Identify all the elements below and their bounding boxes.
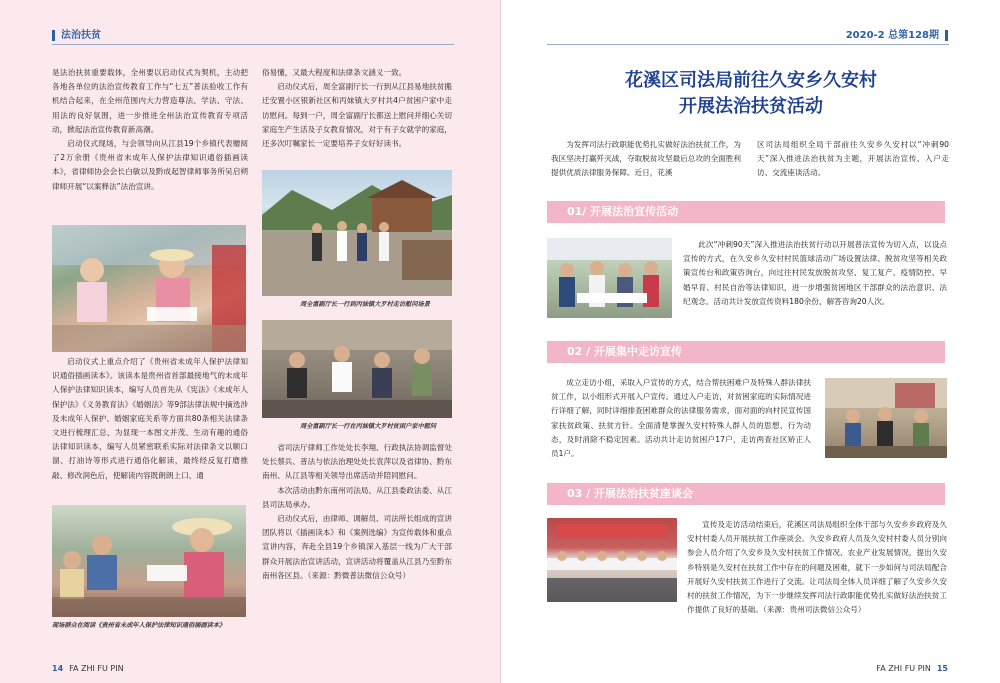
section-heading-band [547,201,945,223]
page-footer [52,664,124,673]
intro-column-2: 区司法局组织全局干部前往久安乡久安村以“冲刺90天”深入推进法治扶贫为主题，开展法治宣传、入户走访、交流座谈活动。 [757,140,949,178]
section-heading: 03 / 开展法治扶贫座谈会 [567,487,693,500]
issue-header: 2020-2 总第128期 [846,30,948,41]
photo-home-visit [825,378,947,458]
footer-label: FA ZHI FU PIN [876,664,931,673]
paragraph: 本次活动由黔东南州司法局、从江县委政法委、从江县司法局承办。 [262,485,452,509]
left-column-1b [52,355,248,483]
photo-illustration [52,225,246,352]
section-text: 宣传及走访活动结束后，花溪区司法局组织全体干部与久安乡乡政府及久安村村委人员开展扶贫工作座谈会。久安乡政府人员及久安村村委人员分别向参会人员介绍了久安乡及久安村扶贫工作情况、农业产业发展情况，提出久安乡特别是久安村在扶贫工作中存在的问题及困难，就下一步如何与司法局配合开展好久安村扶贫工作进行了交流。让司法局全体人员详细了解了久安乡久安村的扶贫工作情况，为下一步继续发挥司法行政职能优势扎实做好法治扶贫工作提供了良好的基础。（来源：贵州司法微信公众号） [687,520,947,615]
photo-caption: 周全富副厅长一行到丙妹镇大歹村走访慰问场景 [300,301,430,308]
footer-label: FA ZHI FU PIN [69,664,124,673]
paragraph: 启动仪式后，由律师、调解员、司法所长组成的宣讲团队将以《插画读本》和《案例选编》为宣传载体和重点宣讲内容，奔赴全县19个乡镇深入基层一线为广大干部群众开展法治宣讲活动，宣讲活动将覆盖从江县乃至黔东南州各区县。（来源：黔微普法微信公众号） [262,514,452,580]
photo-illustration [262,170,452,296]
header-rule [52,44,454,45]
page-number: 15 [936,664,948,673]
photo-household-visit [262,320,452,418]
header-rule [547,44,949,45]
paragraph: 启动仪式后，周全富副厅长一行到从江县易地扶贫搬迁安置小区银新社区和丙妹镇大歹村共4户贫困户家中走访慰问。每到一户，周全富副厅长都送上慰问并细心关切家庭生产生活及子女教育情况，对于有子女就学的家庭，还多次叮嘱家长一定要培养子女好好读书。 [262,82,452,149]
left-column-1 [52,66,248,194]
photo-illustration [547,518,677,602]
paragraph: 启动仪式上重点介绍了《贵州省未成年人保护法律知识通俗插画读本》。该读本是贵州省首部最接地气的未成年人保护法律知识读本，编写人员首先从《宪法》《未成年人保护法》《义务教育法》《婚姻法》等9部法律法规中摘选涉及未成年人保护、婚姻家庭关系等方面共80条相关法律条文进行梳理汇总，为显现一本图文并茂、生动有趣的通俗法律知识读本，编写人员紧密联系实际对法律条文以顺口溜、打油诗等形式进行通俗化解读，最终经反复打磨推敲、修改润色后，使解读内容既朗朗上口、通 [52,357,248,480]
section-heading: 02 / 开展集中走访宣传 [567,345,682,358]
photo-legal-publicity [547,238,672,318]
section-heading: 01/ 开展法治宣传活动 [567,205,679,218]
photo-seminar [547,518,677,602]
page-number: 14 [52,664,64,673]
section-text: 此次“冲刺90天”深入推进法治扶贫行动以开展普法宣传为切入点，以设点宣传的方式，在久安乡久安村村民篮球活动广场设置法律、脱贫攻坚等相关政策宣传台和政策咨询台，向过往村民发放脱贫攻坚、复工复产、疫情防控、早婚早育、村民自治等法律知识，进一步增强贫困地区干部群众的法治意识、法纪观念。活动共计发放宣传资料180余份，解答咨询20人次。 [683,240,947,306]
page-footer [876,664,948,673]
photo-village-visit [262,170,452,296]
intro-column-1: 为发挥司法行政职能优势扎实做好法治扶贫工作，为我区坚决打赢歼灭战，夺取脱贫攻坚最后总攻的全面胜利提供优质法律服务保障。近日，花溪 [551,140,741,178]
article-title: 花溪区司法局前往久安乡久安村 [625,70,877,91]
photo-illustration [825,378,947,458]
paragraph: 俗易懂，又最大程度和法律条文涵义一致。 [262,68,407,77]
photo-crowd-reading [52,505,246,617]
left-column-2b [262,441,452,583]
photo-children-reading [52,225,246,352]
paragraph: 省司法厅律师工作处处长李翔、行政执法协调监督处处长蔡兵、普法与依法治理处处长袁萍以及省律协、黔东南州、从江县等相关领导出席活动并陪同慰问。 [262,443,452,481]
right-page [500,0,1000,683]
paragraph: 是法治扶贫重要载体，全州要以启动仪式为契机，主动把各地各单位的法治宣传教育工作与“七五”普法验收工作有机结合起来，在全州范围内大力营造尊法、学法、守法、用法的良好氛围，进一步推进全州法治宣传教育专项活动，掀起法治宣传教育新高潮。 [52,68,248,134]
photo-illustration [52,505,246,617]
photo-caption: 现场群众在阅读《贵州省未成年人保护法律知识通俗插画读本》 [52,622,226,629]
article-title-line2: 开展法治扶贫活动 [679,96,823,117]
photo-caption: 周全富副厅长一行在丙妹镇大歹村贫困户家中慰问 [300,423,437,430]
section-header: 法治扶贫 [52,30,101,41]
paragraph: 启动仪式现场，与会领导向从江县19个乡镇代表赠阅了2万余册《贵州省未成年人保护法律知识通俗插画读本》，省律师协会会长白敏以及黔成起智律师事务所吴启朔律师开展“以案释法”法治宣讲。 [52,139,248,191]
section-heading-band [547,483,945,505]
section-heading-band [547,341,945,363]
left-column-2 [262,66,452,151]
photo-illustration [547,238,672,318]
photo-illustration [262,320,452,418]
section-text: 成立走访小组，采取入户宣传的方式，结合帮扶困难户及特殊人群法律扶贫工作，以小组形式开展入户宣传。通过入户走访，对贫困家庭的实际情况进行详细了解，同时详细排查困难群众的法律服务需求，面对面的向村民宣传国家扶贫政策、扶贫方针。全面清楚掌握久安村特殊人群人员的思想、行为动态，及时消除不稳定因素。活动共计走访贫困户17户，走访两查社区矫正人员1户。 [551,378,811,459]
